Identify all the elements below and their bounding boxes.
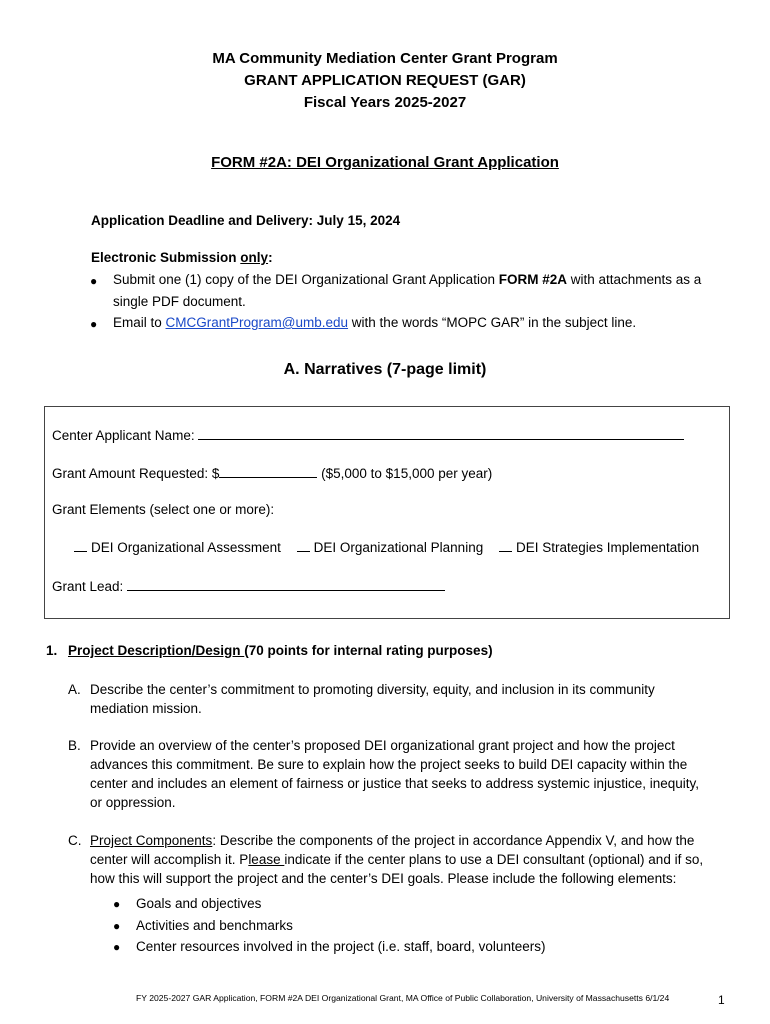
- doc-title-line1: MA Community Mediation Center Grant Program: [212, 50, 558, 67]
- itemC-line2: [90, 850, 703, 869]
- grant-lead-row: [52, 577, 445, 594]
- item1-title: Project Description/Design: [68, 643, 245, 658]
- section-a-title: A. Narratives (7-page limit): [283, 361, 487, 378]
- itemC-heading: Project Components: [90, 833, 213, 848]
- option-planning-checkbox[interactable]: [297, 539, 310, 552]
- grant-amount-row: [52, 464, 492, 481]
- form-title: FORM #2A: DEI Organizational Grant Application: [211, 154, 559, 171]
- grant-lead-label: Grant Lead:: [52, 579, 124, 594]
- applicant-name-row: [52, 426, 684, 443]
- doc-title-line3: Fiscal Years 2025-2027: [303, 94, 467, 111]
- itemA-line1: Describe the center’s commitment to promoting diversity, equity, and inclusion in its community: [90, 682, 655, 697]
- bullet-dot-icon: ●: [113, 897, 121, 911]
- submission-bullet-1-line2: single PDF document.: [113, 294, 246, 309]
- itemC-text: [90, 831, 703, 888]
- bullet1-text-a: Submit one (1) copy of the DEI Organizational Grant Application: [113, 272, 499, 287]
- itemB-letter: B.: [68, 738, 81, 753]
- submission-bullet-1: [113, 272, 701, 287]
- itemC-line2-u: lease: [248, 852, 285, 867]
- bullet2-text-a: Email to: [113, 315, 166, 330]
- grant-amount-label: Grant Amount Requested: $: [52, 466, 220, 481]
- applicant-name-label: Center Applicant Name:: [52, 428, 195, 443]
- itemC-line2-a: center will accomplish it. P: [90, 852, 249, 867]
- email-link[interactable]: CMCGrantProgram@umb.edu: [165, 315, 349, 330]
- itemC-line2-b: indicate if the center plans to use a DEI consultant (optional) and if so,: [284, 852, 704, 867]
- bullet-dot-icon: ●: [113, 940, 121, 954]
- submission-label-prefix: Electronic Submission: [91, 250, 241, 265]
- grant-amount-range: ($5,000 to $15,000 per year): [321, 466, 493, 481]
- itemA-line2: mediation mission.: [90, 701, 202, 716]
- grant-elements-label: Grant Elements (select one or more):: [52, 502, 275, 517]
- doc-title-line2: GRANT APPLICATION REQUEST (GAR): [244, 72, 526, 89]
- itemC-letter: C.: [68, 833, 82, 848]
- submission-label-colon: :: [268, 250, 273, 265]
- bullet1-text-b: with attachments as a: [566, 272, 702, 287]
- item1-points: (70 points for internal rating purposes): [244, 643, 493, 658]
- bullet1-text-bold: FORM #2A: [498, 272, 567, 287]
- itemA-letter: A.: [68, 682, 81, 697]
- option-assessment-checkbox[interactable]: [74, 539, 87, 552]
- submission-label: [91, 250, 273, 265]
- itemC-line1-rest: : Describe the components of the project in accordance Appendix V, and how the: [212, 833, 695, 848]
- itemB-line2: advances this commitment. Be sure to explain how the project seeks to build DEI capacity within the: [90, 757, 688, 772]
- footer-text: FY 2025-2027 GAR Application, FORM #2A DEI Organizational Grant, MA Office of Public Collaboration, University of Massachusetts 6/1/24: [136, 993, 670, 1003]
- itemC-line3: how this will support the project and the center’s DEI goals. Please include the following elements:: [90, 871, 677, 886]
- submission-bullet-2: [113, 315, 636, 330]
- itemC-bullet: Goals and objectives: [136, 896, 262, 911]
- option-planning-label: DEI Organizational Planning: [313, 540, 484, 555]
- bullet2-text-b: with the words “MOPC GAR” in the subject line.: [348, 315, 637, 330]
- itemB-line3: center and includes an element of fairness or justice that seeks to address systemic injustice, inequity,: [90, 776, 700, 791]
- bullet-dot-icon: ●: [90, 317, 98, 331]
- applicant-name-field[interactable]: [198, 426, 684, 440]
- item1-number: 1.: [46, 643, 58, 658]
- grant-lead-field[interactable]: [127, 577, 445, 591]
- itemB-line4: or oppression.: [90, 795, 176, 810]
- option-implementation-label: DEI Strategies Implementation: [515, 540, 700, 555]
- deadline: Application Deadline and Delivery: July 15, 2024: [91, 213, 401, 228]
- itemA-text: [90, 680, 655, 718]
- itemC-bullet: Center resources involved in the project (i.e. staff, board, volunteers): [136, 939, 546, 954]
- applicant-info-box: [44, 406, 730, 619]
- itemB-line1: Provide an overview of the center’s proposed DEI organizational grant project and how the project: [90, 738, 675, 753]
- itemB-text: [90, 736, 699, 812]
- itemC-bullet: Activities and benchmarks: [136, 918, 293, 933]
- submission-label-only: only: [240, 250, 269, 265]
- bullet-dot-icon: ●: [113, 919, 121, 933]
- grant-amount-field[interactable]: [219, 464, 317, 478]
- itemC-line1: [90, 831, 703, 850]
- item1-heading: [68, 643, 493, 658]
- bullet-dot-icon: ●: [90, 274, 98, 288]
- grant-elements-options: [74, 539, 699, 555]
- page-number: 1: [718, 993, 725, 1007]
- option-assessment-label: DEI Organizational Assessment: [91, 540, 281, 555]
- option-implementation-checkbox[interactable]: [499, 539, 512, 552]
